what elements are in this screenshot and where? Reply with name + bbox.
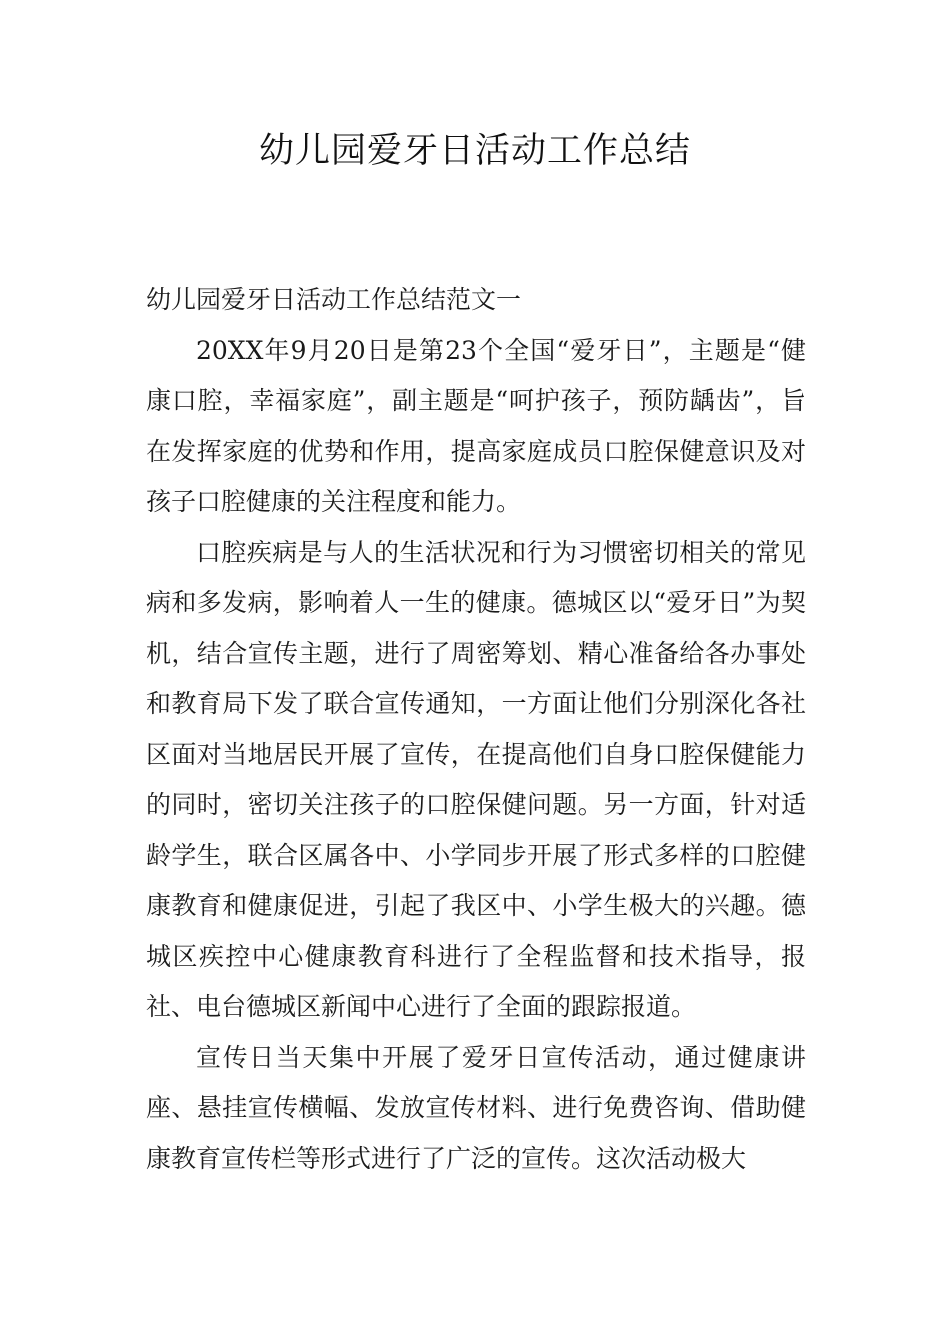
document-title: 幼儿园爱牙日活动工作总结 (258, 131, 691, 171)
document-subtitle: 幼儿园爱牙日活动工作总结范文一 (146, 285, 522, 314)
paragraph-3: 宣传日当天集中开展了爱牙日宣传活动，通过健康讲座、悬挂宣传横幅、发放宣传材料、进行免费咨询、借助健康教育宣传栏等形式进行了广泛的宣传。这次活动极大 (146, 1042, 806, 1173)
document-body (146, 275, 806, 1184)
paragraph-1: 20XX年9月20日是第23个全国“爱牙日”，主题是“健康口腔，幸福家庭”，副主题是“呵护孩子，预防龋齿”，旨在发挥家庭的优势和作用，提高家庭成员口腔保健意识及对孩子口腔健康的关注程度和能力。 (146, 335, 806, 516)
paragraph-2: 口腔疾病是与人的生活状况和行为习惯密切相关的常见病和多发病，影响着人一生的健康。德城区以“爱牙日”为契机，结合宣传主题，进行了周密筹划、精心准备给各办事处和教育局下发了联合宣传通知，一方面让他们分别深化各社区面对当地居民开展了宣传，在提高他们自身口腔保健能力的同时，密切关注孩子的口腔保健问题。另一方面，针对适龄学生，联合区属各中、小学同步开展了形式多样的口腔健康教育和健康促进，引起了我区中、小学生极大的兴趣。德城区疾控中心健康教育科进行了全程监督和技术指导，报社、电台德城区新闻中心进行了全面的跟踪报道。 (146, 537, 806, 1021)
